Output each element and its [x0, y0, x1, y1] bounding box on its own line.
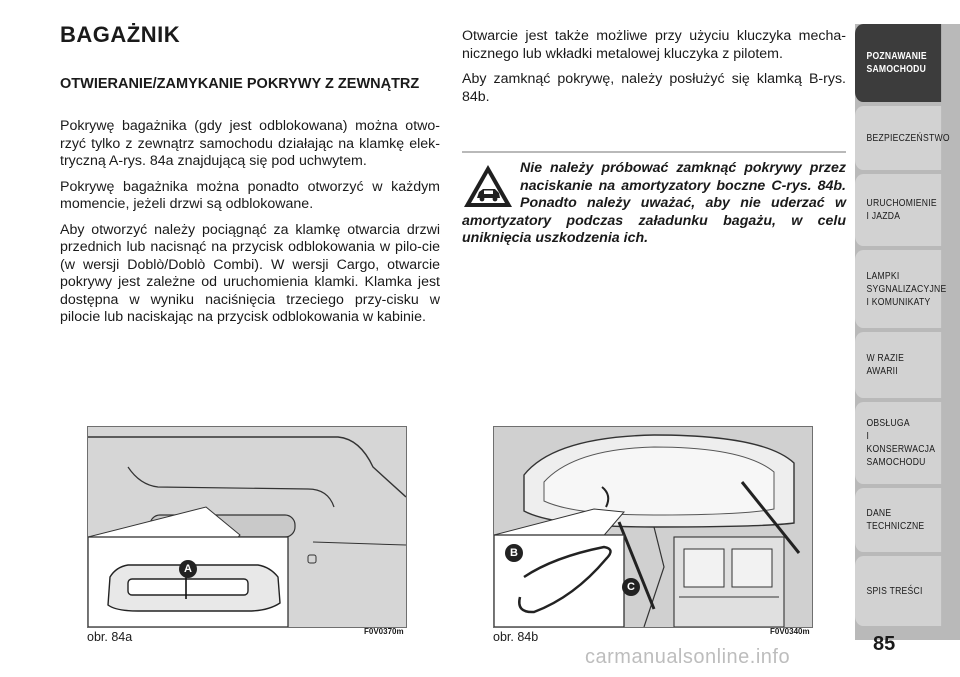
figure-84b-label: obr. 84b: [493, 630, 539, 644]
tab-lampki-sygnalizacyjne[interactable]: LAMPKI SYGNALIZACYJNE I KOMUNIKATY: [855, 250, 941, 328]
figure-84b-code: F0V0340m: [770, 627, 810, 636]
paragraph: Otwarcie jest także możliwe przy użyciu kluczyka mecha-nicznego lub wkładki metalowej kluczyka z pilotem.: [462, 28, 846, 62]
tab-w-razie-awarii[interactable]: W RAZIE AWARII: [855, 332, 941, 398]
figure-84b: [493, 426, 813, 628]
paragraph: Pokrywę bagażnika można ponadto otworzyć w każdym momencie, jeżeli drzwi są odblokowane.: [60, 178, 440, 212]
warning-car-icon: [462, 162, 514, 210]
warning-top-rule: [462, 151, 846, 153]
watermark: carmanualsonline.info: [585, 646, 791, 668]
callout-a: A: [179, 560, 197, 578]
tab-dane-techniczne[interactable]: DANE TECHNICZNE: [855, 488, 941, 552]
tab-poznawanie-samochodu[interactable]: POZNAWANIE SAMOCHODU: [855, 24, 941, 102]
callout-b: B: [505, 544, 523, 562]
callout-c: C: [622, 578, 640, 596]
tailgate-handle-illustration: [88, 427, 406, 627]
section-title: BAGAŻNIK: [60, 22, 181, 47]
paragraph: Aby zamknąć pokrywę, należy posłużyć się klamką B-rys. 84b.: [462, 71, 846, 105]
left-column: [60, 118, 440, 335]
warning-box: [462, 160, 846, 248]
tab-uruchomienie-i-jazda[interactable]: URUCHOMIENIE I JAZDA: [855, 174, 941, 246]
right-column: [462, 28, 846, 114]
tab-bezpieczenstwo[interactable]: BEZPIECZEŃSTWO: [855, 106, 941, 170]
paragraph: Aby otworzyć należy pociągnąć za klamkę otwarcia drzwi przednich lub nacisnąć na przycisk odblokowania w pilo-cie (w wersji Doblò/Doblò Combi). W wersji Cargo, otwarcie pokrywy jest zależne od uruchomienia klamki. Klamka jest dostępna w wyniku naciśnięcia trzeciego przy-cisku w pilocie lub naciskając na przycisk odblokowania w kabinie.: [60, 221, 440, 325]
warning-text: Nie należy próbować zamknąć pokrywy przez naciskanie na amortyzatory boczne C-rys. 84b. Ponadto należy uważać, aby nie uderzać w amortyzatory podczas załadunku bagażu, w celu uniknięcia uszkodzenia ich.: [462, 160, 846, 246]
open-tailgate-illustration: [494, 427, 812, 627]
figure-84a-code: F0V0370m: [364, 627, 404, 636]
figure-84a: [87, 426, 407, 628]
tab-spis-tresci[interactable]: SPIS TREŚCI: [855, 556, 941, 626]
section-subtitle: OTWIERANIE/ZAMYKANIE POKRYWY Z ZEWNĄTRZ: [60, 76, 420, 92]
page-number: 85: [873, 633, 896, 655]
figure-84a-label: obr. 84a: [87, 630, 133, 644]
tab-obsluga-i-konserwacja[interactable]: OBSŁUGA I KONSERWACJA SAMOCHODU: [855, 402, 941, 484]
paragraph: Pokrywę bagażnika (gdy jest odblokowana) można otwo-rzyć tylko z zewnątrz samochodu działając na klamkę elek-tryczną A-rys. 84a znajdującą się pod uchwytem.: [60, 118, 440, 169]
